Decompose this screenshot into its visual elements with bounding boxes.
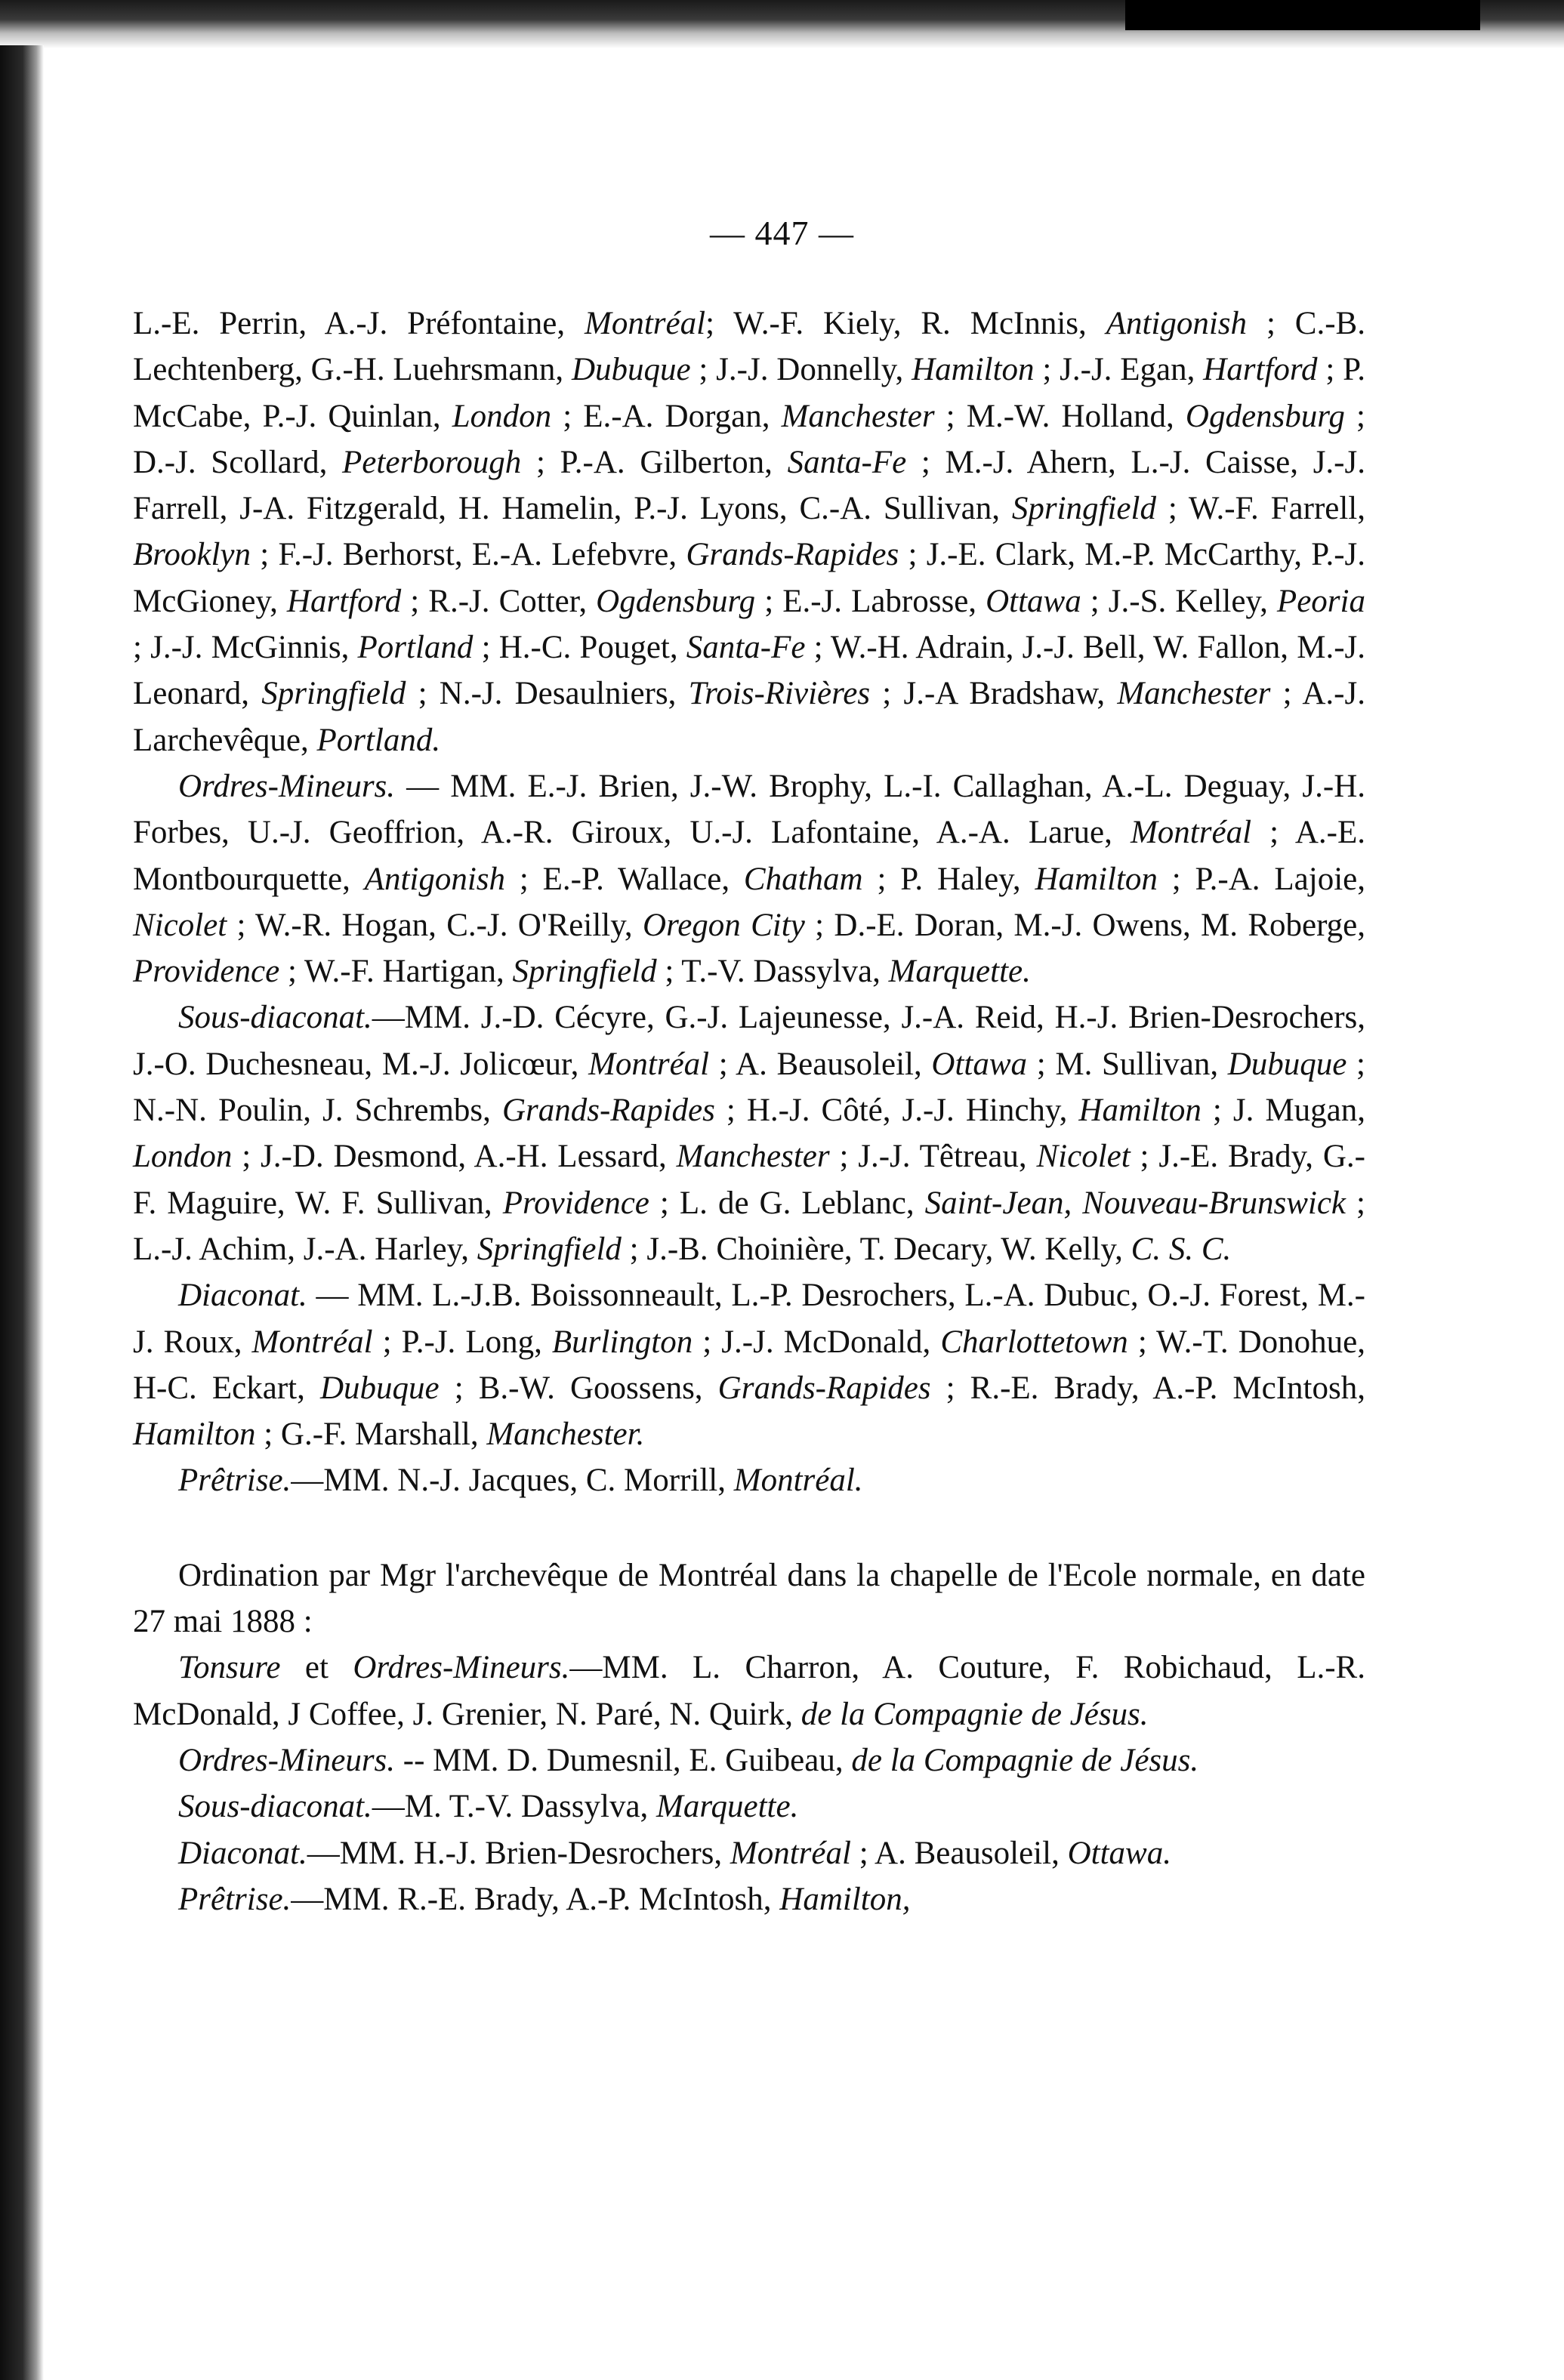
text-run: —MM. J.-D. Cécyre, G.-J. Lajeunesse, J.-A. Reid, H.-J. Brien-Desrochers, J.-O. Duchesneau, M.-J. Jolicœur, [133, 1000, 1365, 1082]
text-run: ; W.-F. Farrell, [1155, 491, 1366, 527]
italic-text: Saint-Jean, Nouveau-Brunswick [924, 1185, 1347, 1221]
text-run: ; W.-H. Adrain, J.-J. Bell, W. Fallon, M.-J. Leonard, [133, 630, 1365, 712]
paragraph [133, 1552, 1365, 1645]
text-run: L.-E. Perrin, A.-J. Préfontaine, [133, 306, 585, 341]
italic-text: Diaconat. [178, 1835, 307, 1871]
italic-text: Sous-diaconat. [178, 1789, 372, 1825]
text-run: ; L.-J. Achim, J.-A. Harley, [133, 1185, 1365, 1267]
italic-text: Charlottetown [940, 1324, 1128, 1360]
text-run: ; E.-J. Labrosse, [755, 583, 986, 619]
scan-binding-shadow [0, 45, 44, 2380]
italic-text: Prêtrise. [178, 1881, 292, 1917]
paragraph [133, 1737, 1365, 1783]
paragraph [133, 1783, 1365, 1830]
text-run: ; H.-C. Pouget, [473, 630, 686, 666]
italic-text: Montréal [585, 306, 706, 341]
text-run: —M. T.-V. Dassylva, [372, 1789, 657, 1825]
italic-text: Montréal [730, 1835, 851, 1871]
italic-text: Antigonish [364, 861, 506, 897]
scan-top-edge [0, 0, 1564, 48]
paragraph [133, 301, 1365, 763]
italic-text: de la Compagnie de Jésus. [851, 1742, 1199, 1778]
italic-text: Ordres-Mineurs. [353, 1650, 570, 1686]
italic-text: Springfield [261, 676, 406, 712]
text-run: ; J.-J. McGinnis, [133, 630, 358, 666]
italic-text: Providence [502, 1185, 649, 1221]
text-run: ; J.-S. Kelley, [1081, 583, 1277, 619]
italic-text: Ogdensburg [596, 583, 756, 619]
text-run: ; N.-N. Poulin, J. Schrembs, [133, 1046, 1366, 1129]
italic-text: Marquette. [656, 1789, 799, 1825]
paragraph [133, 994, 1365, 1272]
italic-text: Hartford [1203, 352, 1318, 388]
text-run: ; A. Beausoleil, [850, 1835, 1068, 1871]
scan-dark-strip [1125, 0, 1480, 30]
paragraph [133, 1272, 1365, 1457]
italic-text: Tonsure [178, 1650, 281, 1686]
text-run: ; R.-E. Brady, A.-P. McIntosh, [930, 1370, 1365, 1406]
italic-text: Manchester. [486, 1417, 645, 1453]
text-run: ; W.-R. Hogan, C.-J. O'Reilly, [227, 907, 643, 943]
paragraph [133, 1876, 1365, 1922]
italic-text: Ordres-Mineurs. [178, 1742, 396, 1778]
italic-text: Portland [357, 630, 474, 666]
text-run: Ordination par Mgr l'archevêque de Montréal dans la chapelle de l'Ecole normale, en date 27 mai 1888 : [133, 1557, 1365, 1640]
text-run: ; J.-J. Donnelly, [690, 352, 912, 388]
italic-text: Hamilton [1078, 1093, 1202, 1129]
text-run: ; J.-A Bradshaw, [870, 676, 1118, 712]
italic-text: London [452, 398, 552, 434]
italic-text: Montréal. [733, 1463, 863, 1499]
text-run: ; W.-F. Hartigan, [279, 954, 513, 990]
italic-text: de la Compagnie de Jésus. [801, 1696, 1149, 1732]
italic-text: Manchester [1117, 676, 1271, 712]
paragraph [133, 1830, 1365, 1876]
italic-text: Dubuque [571, 352, 691, 388]
text-run: ; R.-J. Cotter, [401, 583, 597, 619]
italic-text: Springfield [477, 1231, 622, 1267]
text-run: ; B.-W. Goossens, [439, 1370, 718, 1406]
italic-text: Nicolet [1036, 1139, 1131, 1175]
italic-text: Ordres-Mineurs. [178, 768, 396, 804]
italic-text: Diaconat. [178, 1278, 307, 1314]
italic-text: Grands-Rapides [717, 1370, 931, 1406]
italic-text: Hamilton [133, 1417, 256, 1453]
text-run: ; J.-E. Brady, G.-F. Maguire, W. F. Sullivan, [133, 1139, 1366, 1221]
text-run: ; D.-E. Doran, M.-J. Owens, M. Roberge, [804, 907, 1366, 943]
paragraph [133, 1457, 1365, 1503]
text-run: ; A. Beausoleil, [709, 1046, 932, 1082]
text-run: ; J.-E. Clark, M.-P. McCarthy, P.-J. McGioney, [133, 537, 1365, 619]
italic-text: Marquette. [888, 954, 1031, 990]
italic-text: Portland. [316, 722, 441, 758]
italic-text: Dubuque [1227, 1046, 1347, 1082]
italic-text: Manchester [676, 1139, 830, 1175]
document-body [133, 301, 1365, 1922]
italic-text: Montréal [251, 1324, 373, 1360]
text-run: ; P.-J. Long, [372, 1324, 552, 1360]
italic-text: Oregon City [643, 907, 805, 943]
italic-text: Manchester [781, 398, 935, 434]
text-run: ; A.-J. Larchevêque, [133, 676, 1365, 758]
text-run: ; M.-W. Holland, [934, 398, 1186, 434]
paragraph [133, 763, 1365, 994]
italic-text: Springfield [512, 954, 657, 990]
italic-text: Montréal [588, 1046, 710, 1082]
italic-text: Ottawa [931, 1046, 1028, 1082]
text-run: ; A.-E. Montbourquette, [133, 815, 1365, 897]
text-run: — MM. E.-J. Brien, J.-W. Brophy, L.-I. Callaghan, A.-L. Deguay, J.-H. Forbes, U.-J. Geoffrion, A.-R. Giroux, U.-J. Lafontaine, A.-A. Larue, [133, 768, 1365, 851]
paragraph-gap [133, 1504, 1365, 1552]
italic-text: Peoria [1276, 583, 1365, 619]
text-run: ; P. Haley, [862, 861, 1035, 897]
text-run: ; P.-A. Lajoie, [1157, 861, 1365, 897]
italic-text: Santa-Fe [787, 444, 907, 480]
text-run: ; W.-T. Donohue, H-C. Eckart, [133, 1324, 1366, 1406]
text-run: -- MM. D. Dumesnil, E. Guibeau, [395, 1742, 852, 1778]
italic-text: Ogdensburg [1185, 398, 1345, 434]
italic-text: Hamilton, [779, 1881, 911, 1917]
italic-text: C. S. C. [1131, 1231, 1232, 1267]
text-run: ; D.-J. Scollard, [133, 398, 1365, 480]
text-run: —MM. N.-J. Jacques, C. Morrill, [291, 1463, 734, 1499]
text-run: —MM. L. Charron, A. Couture, F. Robichaud, L.-R. McDonald, J Coffee, J. Grenier, N. Paré, N. Quirk, [133, 1650, 1365, 1732]
text-run: ; E.-A. Dorgan, [551, 398, 782, 434]
text-run: ; G.-F. Marshall, [255, 1417, 487, 1453]
italic-text: Hamilton [1035, 861, 1158, 897]
italic-text: London [133, 1139, 233, 1175]
italic-text: Providence [133, 954, 280, 990]
text-run: ; J.-J. McDonald, [693, 1324, 941, 1360]
text-run: ; P. McCabe, P.-J. Quinlan, [133, 352, 1365, 434]
italic-text: Grands-Rapides [686, 537, 899, 573]
italic-text: Chatham [743, 861, 863, 897]
text-run: ; E.-P. Wallace, [505, 861, 744, 897]
text-run: — MM. L.-J.B. Boissonneault, L.-P. Desrochers, L.-A. Dubuc, O.-J. Forest, M.-J. Roux, [133, 1278, 1365, 1360]
text-run: ; F.-J. Berhorst, E.-A. Lefebvre, [251, 537, 686, 573]
paragraph [133, 1645, 1365, 1737]
text-run: —MM. R.-E. Brady, A.-P. McIntosh, [291, 1881, 780, 1917]
italic-text: Springfield [1011, 491, 1156, 527]
text-run: ; J.-D. Desmond, A.-H. Lessard, [232, 1139, 677, 1175]
italic-text: Ottawa. [1067, 1835, 1171, 1871]
text-run: ; P.-A. Gilberton, [521, 444, 788, 480]
text-run: et [280, 1650, 353, 1686]
italic-text: Burlington [551, 1324, 693, 1360]
text-run: ; N.-J. Desaulniers, [406, 676, 689, 712]
italic-text: Antigonish [1106, 306, 1248, 341]
text-run: ; W.-F. Kiely, R. McInnis, [705, 306, 1106, 341]
text-run: ; M.-J. Ahern, L.-J. Caisse, J.-J. Farrell, J-A. Fitzgerald, H. Hamelin, P.-J. Lyons, C.-A. Sullivan, [133, 444, 1365, 527]
italic-text: Montréal [1130, 815, 1252, 851]
italic-text: Ottawa [986, 583, 1081, 619]
italic-text: Prêtrise. [178, 1463, 292, 1499]
italic-text: Sous-diaconat. [178, 1000, 372, 1036]
italic-text: Trois-Rivières [688, 676, 871, 712]
italic-text: Dubuque [319, 1370, 440, 1406]
text-run: ; J. Mugan, [1201, 1093, 1365, 1129]
text-run: ; J.-J. Têtreau, [829, 1139, 1037, 1175]
text-run: ; J.-J. Egan, [1034, 352, 1204, 388]
text-run: ; T.-V. Dassylva, [656, 954, 889, 990]
italic-text: Santa-Fe [686, 630, 806, 666]
italic-text: Hamilton [912, 352, 1035, 388]
italic-text: Grands-Rapides [501, 1093, 715, 1129]
italic-text: Brooklyn [133, 537, 251, 573]
page-number: — 447 — [710, 214, 854, 252]
text-run: ; M. Sullivan, [1027, 1046, 1228, 1082]
text-run: ; L. de G. Leblanc, [649, 1185, 925, 1221]
text-run: ; J.-B. Choinière, T. Decary, W. Kelly, [621, 1231, 1131, 1267]
text-run: —MM. H.-J. Brien-Desrochers, [307, 1835, 730, 1871]
text-run: ; C.-B. Lechtenberg, G.-H. Luehrsmann, [133, 306, 1365, 388]
italic-text: Hartford [286, 583, 402, 619]
italic-text: Nicolet [133, 907, 227, 943]
italic-text: Peterborough [342, 444, 522, 480]
text-run: ; H.-J. Côté, J.-J. Hinchy, [714, 1093, 1079, 1129]
